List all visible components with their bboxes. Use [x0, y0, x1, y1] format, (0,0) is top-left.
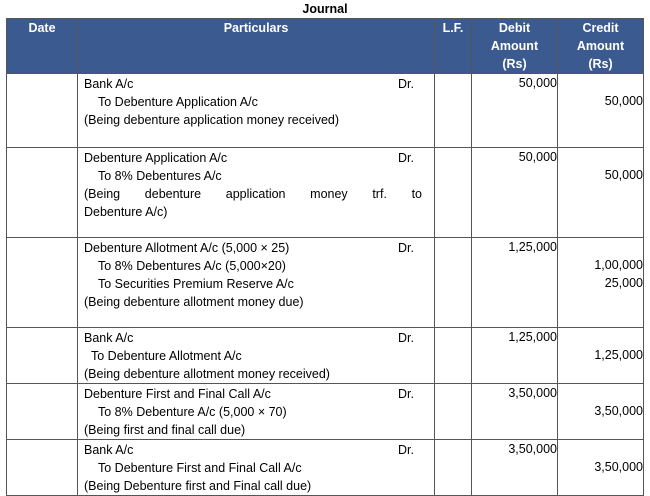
header-date: Date — [7, 19, 78, 74]
credit-amount: 1,00,000 — [594, 258, 643, 272]
credit-amount-cell — [558, 328, 644, 384]
credit-account: To Debenture Allotment A/c — [91, 349, 242, 363]
header-debit — [472, 19, 558, 74]
journal-entry — [7, 384, 644, 440]
dr-label: Dr. — [398, 151, 414, 165]
narration: (Being first and final call due) — [84, 423, 246, 437]
narration: (Being debenture application money received) — [84, 113, 340, 127]
credit-amount-cell — [558, 148, 644, 238]
date-cell — [7, 148, 78, 238]
particulars-cell — [78, 74, 435, 148]
header-row — [7, 19, 644, 74]
credit-amount-cell — [558, 440, 644, 496]
header-credit-line: (Rs) — [588, 57, 613, 71]
journal-entry — [7, 238, 644, 328]
journal-entry — [7, 74, 644, 148]
debit-amount-cell — [472, 440, 558, 496]
date-cell — [7, 328, 78, 384]
debit-amount-cell — [472, 384, 558, 440]
journal-entry — [7, 440, 644, 496]
credit-amount: 50,000 — [604, 94, 643, 108]
journal-title: Journal — [302, 2, 348, 16]
header-lf: L.F. — [435, 19, 472, 74]
header-particulars: Particulars — [78, 19, 435, 74]
credit-amount: 50,000 — [604, 168, 643, 182]
credit-amount: 3,50,000 — [594, 460, 643, 474]
credit-account: To 8% Debenture A/c (5,000 × 70) — [98, 405, 287, 419]
debit-account: Debenture Application A/c — [84, 151, 228, 165]
particulars-cell — [78, 384, 435, 440]
dr-label: Dr. — [398, 387, 414, 401]
debit-amount: 1,25,000 — [508, 330, 557, 344]
credit-amount: 1,25,000 — [594, 348, 643, 362]
debit-account: Bank A/c — [84, 331, 134, 345]
credit-account: To 8% Debentures A/c — [98, 169, 222, 183]
credit-account: To 8% Debentures A/c (5,000×20) — [98, 259, 286, 273]
lf-cell — [435, 148, 472, 238]
credit-amount: 3,50,000 — [594, 404, 643, 418]
debit-amount: 50,000 — [518, 76, 557, 90]
debit-amount-cell — [472, 74, 558, 148]
lf-cell — [435, 238, 472, 328]
debit-amount: 3,50,000 — [508, 442, 557, 456]
credit-account: To Debenture First and Final Call A/c — [98, 461, 302, 475]
header-credit-line: Credit — [582, 21, 619, 35]
header-credit — [558, 19, 644, 74]
journal-entry — [7, 148, 644, 238]
journal-table — [6, 18, 644, 496]
debit-amount: 50,000 — [518, 150, 557, 164]
debit-amount: 3,50,000 — [508, 386, 557, 400]
credit-amount-cell — [558, 238, 644, 328]
lf-cell — [435, 440, 472, 496]
credit-account: To Debenture Application A/c — [98, 95, 258, 109]
dr-label: Dr. — [398, 241, 414, 255]
header-debit-line: Debit — [498, 21, 531, 35]
particulars-cell — [78, 440, 435, 496]
debit-amount-cell — [472, 328, 558, 384]
lf-cell — [435, 384, 472, 440]
credit-amount-cell — [558, 74, 644, 148]
narration: Debenture A/c) — [84, 205, 168, 219]
journal-entry — [7, 328, 644, 384]
debit-amount-cell — [472, 238, 558, 328]
particulars-cell — [78, 148, 435, 238]
header-credit-line: Amount — [576, 39, 625, 53]
dr-label: Dr. — [398, 77, 414, 91]
narration: (Being Debenture first and Final call due) — [84, 479, 312, 493]
date-cell — [7, 384, 78, 440]
narration: (Being debenture application money trf. to — [84, 187, 422, 201]
lf-cell — [435, 74, 472, 148]
dr-label: Dr. — [398, 443, 414, 457]
debit-account: Bank A/c — [84, 443, 134, 457]
credit-amount: 25,000 — [604, 276, 643, 290]
debit-amount-cell — [472, 148, 558, 238]
header-debit-line: (Rs) — [502, 57, 527, 71]
lf-cell — [435, 328, 472, 384]
dr-label: Dr. — [398, 331, 414, 345]
credit-amount-cell — [558, 384, 644, 440]
debit-account: Debenture Allotment A/c (5,000 × 25) — [84, 241, 290, 255]
debit-amount: 1,25,000 — [508, 240, 557, 254]
particulars-cell — [78, 238, 435, 328]
narration: (Being debenture allotment money received) — [84, 367, 330, 381]
header-debit-line: Amount — [490, 39, 539, 53]
credit-account: To Securities Premium Reserve A/c — [98, 277, 294, 291]
particulars-cell — [78, 328, 435, 384]
date-cell — [7, 440, 78, 496]
date-cell — [7, 238, 78, 328]
date-cell — [7, 74, 78, 148]
narration: (Being debenture allotment money due) — [84, 295, 304, 309]
debit-account: Bank A/c — [84, 77, 134, 91]
debit-account: Debenture First and Final Call A/c — [84, 387, 271, 401]
